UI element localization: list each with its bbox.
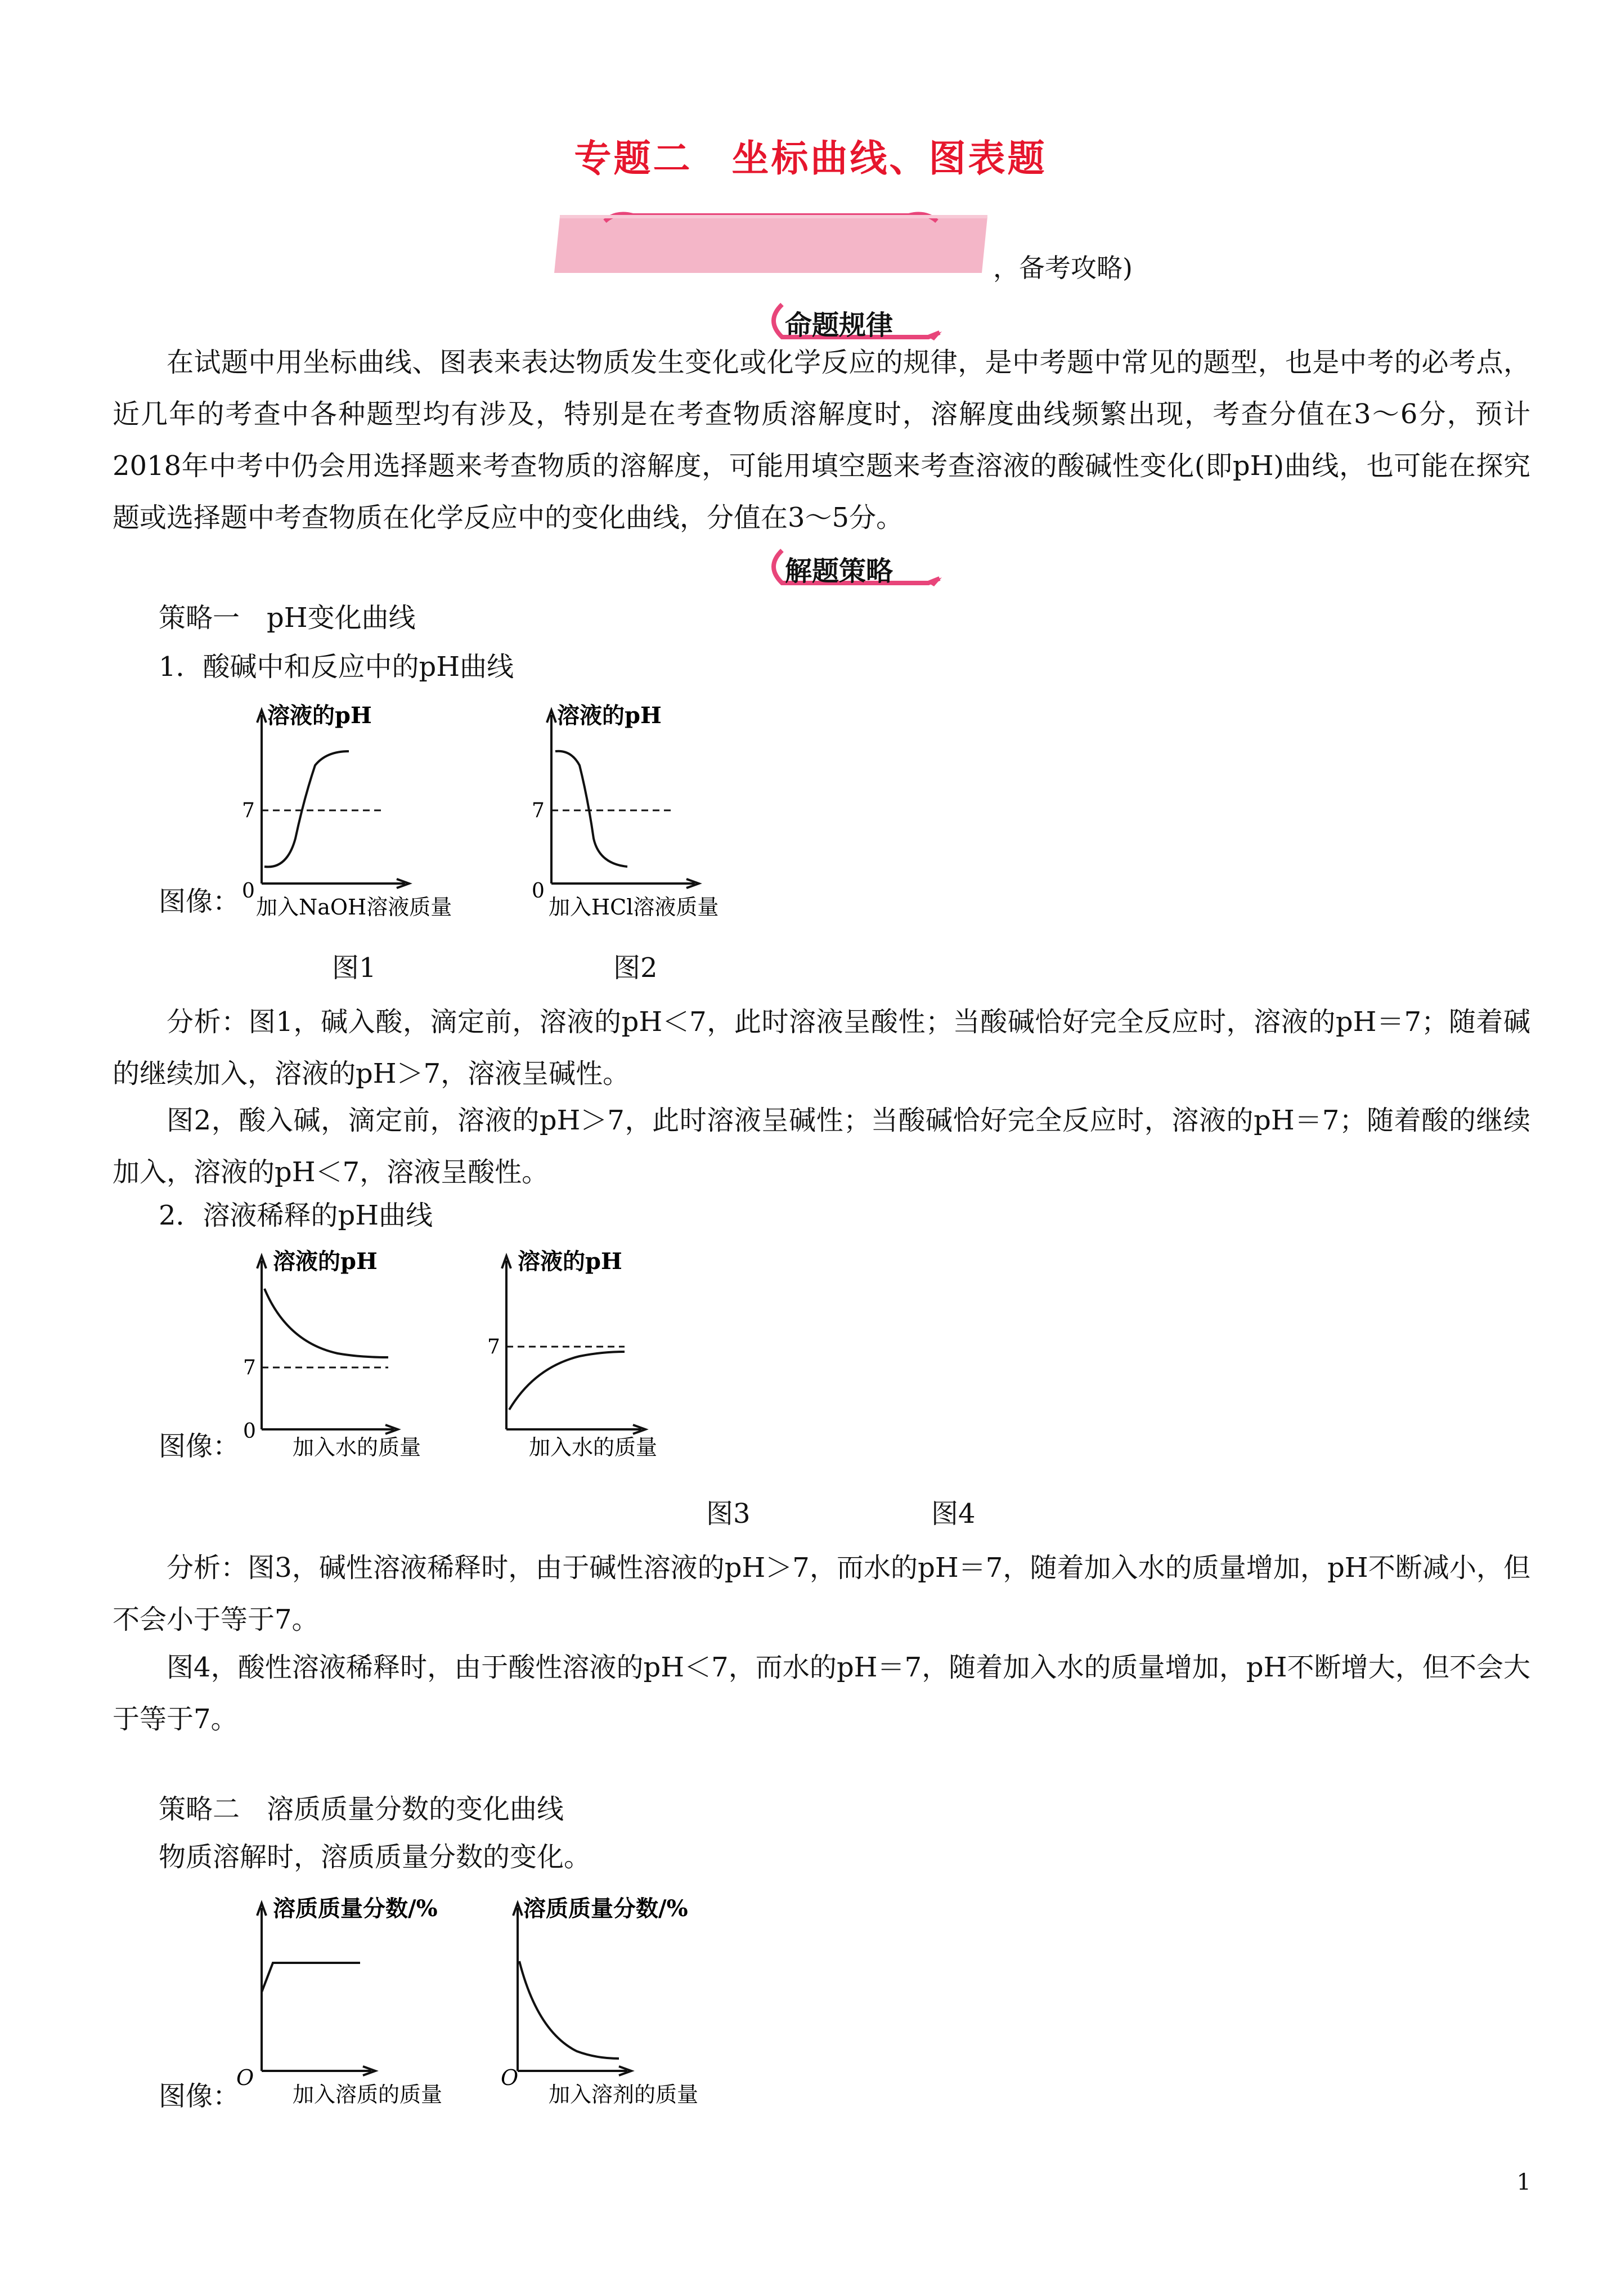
fig5-origin: O <box>236 2065 254 2090</box>
section-title-strategy: 解题策略 <box>785 555 893 587</box>
banner-suffix: ，备考攻略) <box>993 253 1133 283</box>
fig2-tick-7: 7 <box>532 799 545 822</box>
fig6-curve <box>519 1961 619 2059</box>
analysis-3: 分析：图3，碱性溶液稀释时，由于碱性溶液的pH＞7，而水的pH＝7，随着加入水的质量增加，pH不断减小，但不会小于等于7。 <box>113 1552 1530 1635</box>
fig3-origin: 0 <box>243 1420 256 1443</box>
fig4-tick-7: 7 <box>487 1335 500 1358</box>
fig6-origin: O <box>501 2065 519 2090</box>
fig1-curve <box>264 751 349 867</box>
image-label-1: 图像： <box>159 886 240 917</box>
strategy1-heading: 策略一 pH变化曲线 <box>159 602 416 634</box>
fig1-tick-7: 7 <box>242 799 255 822</box>
image-label-3: 图像： <box>159 2080 240 2112</box>
fig5-xlabel: 加入溶质的质量 <box>293 2082 443 2107</box>
strategy1-sub1: 1．酸碱中和反应中的pH曲线 <box>159 651 514 683</box>
fig3-ylabel: 溶液的pH <box>273 1248 378 1275</box>
figure-1-caption: 图1 <box>332 952 376 984</box>
figure-3-caption: 图3 <box>706 1498 751 1530</box>
figure-1-chart <box>225 698 452 923</box>
figure-4-caption: 图4 <box>931 1498 976 1530</box>
fig3-tick-7: 7 <box>243 1356 256 1379</box>
figure-5-chart <box>231 1891 490 2110</box>
rule-paragraph: 在试题中用坐标曲线、图表来表达物质发生变化或化学反应的规律，是中考题中常见的题型，也是中考的必考点，近几年的考查中各种题型均有涉及，特别是在考查物质溶解度时，溶解度曲线频繁出现，考查分值在3～6分，预计2018年中考中仍会用选择题来考查物质的溶解度，可能用填空题来考查溶液的酸碱性变化(即pH)曲线，也可能在探究题或选择题中考查物质在化学反应中的变化曲线，分值在3～5分。 <box>113 347 1530 533</box>
fig5-curve <box>262 1963 360 1992</box>
fig1-xlabel: 加入NaOH溶液质量 <box>256 895 452 920</box>
fig4-xlabel: 加入水的质量 <box>529 1435 658 1460</box>
section-tag-rules <box>760 301 945 340</box>
fig4-ylabel: 溶液的pH <box>518 1248 622 1275</box>
fig6-ylabel: 溶质质量分数/% <box>523 1895 688 1922</box>
page-title: 专题二 坐标曲线、图表题 <box>574 137 1047 180</box>
figure-3-chart <box>225 1244 421 1469</box>
fig5-ylabel: 溶质质量分数/% <box>273 1895 438 1922</box>
analysis-2: 图2，酸入碱，滴定前，溶液的pH＞7，此时溶液呈碱性；当酸碱恰好完全反应时，溶液的pH＝7；随着酸的继续加入，溶液的pH＜7，溶液呈酸性。 <box>113 1105 1530 1188</box>
figure-2-caption: 图2 <box>613 952 658 984</box>
fig2-origin: 0 <box>532 880 545 903</box>
fig2-xlabel: 加入HCl溶液质量 <box>549 895 719 920</box>
image-label-2: 图像： <box>159 1430 240 1462</box>
fig3-curve <box>264 1289 388 1357</box>
fig2-ylabel: 溶液的pH <box>557 702 662 729</box>
page-number: 1 <box>1516 2169 1531 2195</box>
fig2-curve <box>555 751 627 867</box>
analysis-4: 图4，酸性溶液稀释时，由于酸性溶液的pH＜7，而水的pH＝7，随着加入水的质量增加，pH不断增大，但不会大于等于7。 <box>113 1652 1530 1735</box>
fig6-xlabel: 加入溶剂的质量 <box>549 2082 699 2107</box>
fig4-curve <box>509 1352 625 1410</box>
banner-graphic <box>554 211 993 279</box>
figure-4-chart <box>478 1244 658 1469</box>
figure-6-chart <box>487 1891 746 2110</box>
section-title-rules: 命题规律 <box>785 310 893 341</box>
strategy2-heading: 策略二 溶质质量分数的变化曲线 <box>159 1793 564 1825</box>
analysis-1: 分析：图1，碱入酸，滴定前，溶液的pH＜7，此时溶液呈酸性；当酸碱恰好完全反应时，溶液的pH＝7；随着碱的继续加入，溶液的pH＞7，溶液呈碱性。 <box>113 1006 1530 1089</box>
fig1-origin: 0 <box>242 880 255 903</box>
strategy2-intro: 物质溶解时，溶质质量分数的变化。 <box>159 1841 591 1873</box>
fig3-xlabel: 加入水的质量 <box>293 1435 421 1460</box>
strategy1-sub2: 2．溶液稀释的pH曲线 <box>159 1200 433 1231</box>
figure-2-chart <box>515 698 719 923</box>
section-tag-strategy <box>760 547 945 586</box>
fig1-ylabel: 溶液的pH <box>267 702 372 729</box>
